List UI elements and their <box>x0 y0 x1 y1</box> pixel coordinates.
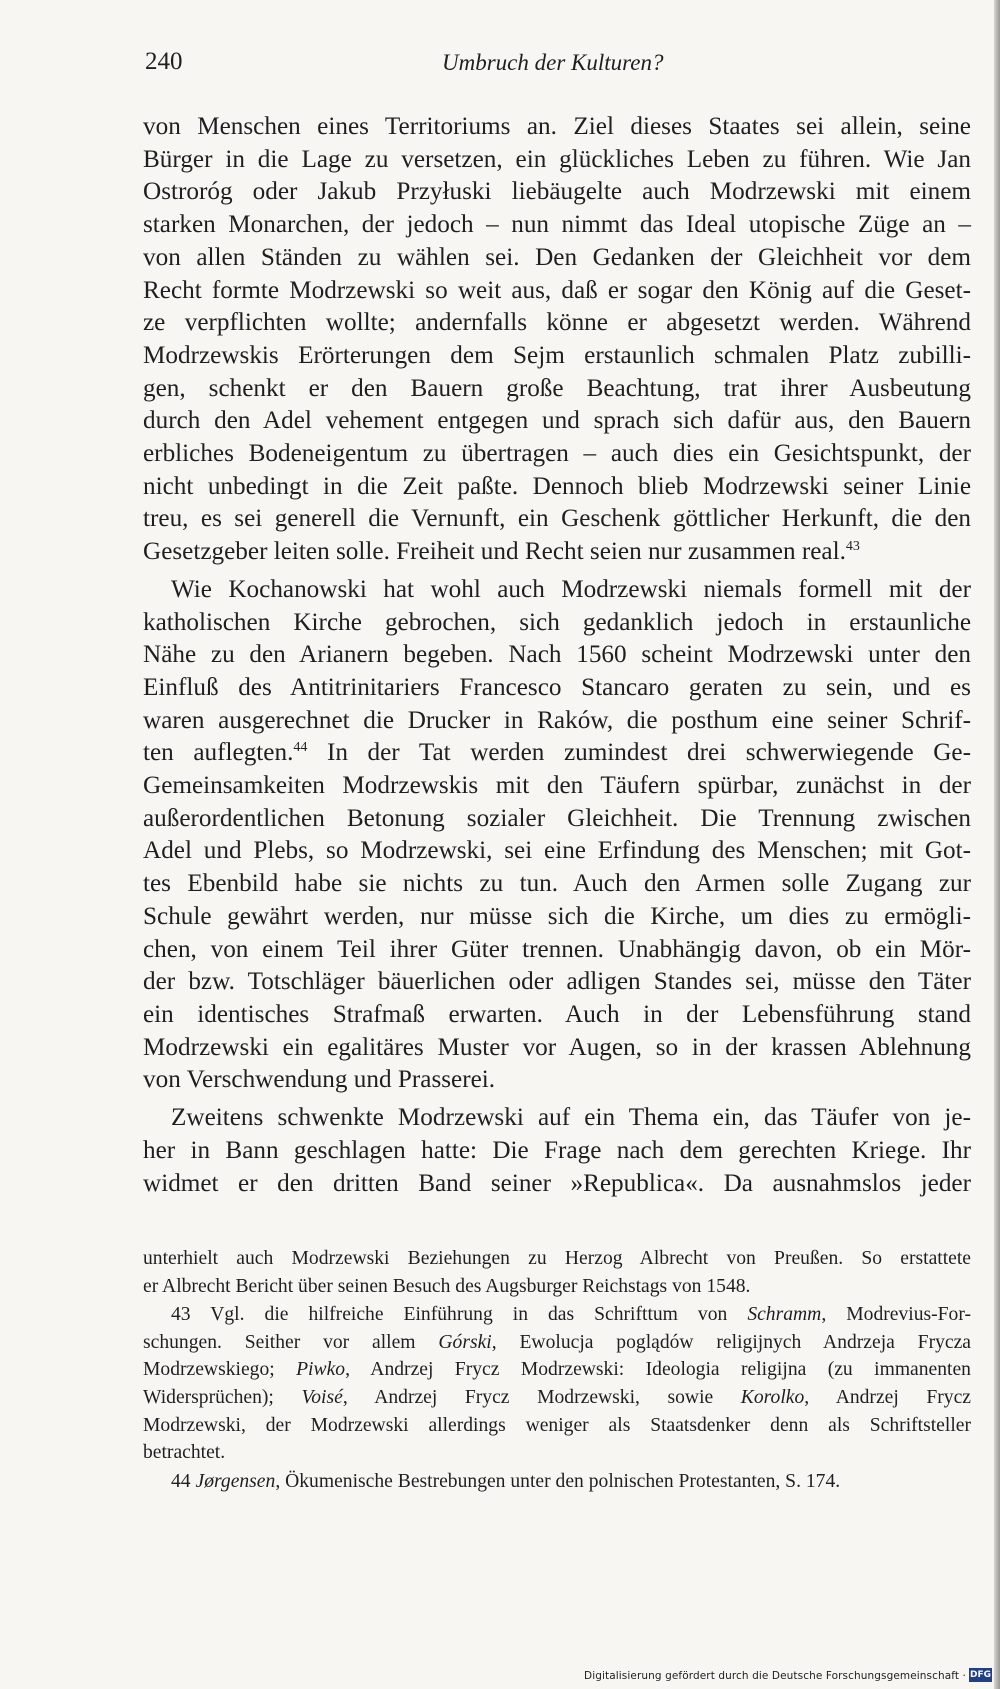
text-line: Nähe zu den Arianern begeben. Nach 1560 scheint Modrzewski unter den <box>143 641 971 669</box>
text-span: Modrzewskiego; <box>143 1359 297 1381</box>
text-line: Einfluß des Antitrinitariers Francesco Stancaro geraten zu sein, und es <box>143 673 971 701</box>
text-line: Wie Kochanowski hat wohl auch Modrzewski niemals formell mit der <box>171 575 971 603</box>
text-span: Gesetzgeber leiten solle. Freiheit und Recht seien nur zusammen real. <box>143 538 846 566</box>
text-line: von Menschen eines Territoriums an. Ziel dieses Staates sei allein, seine <box>143 113 971 140</box>
text-line: Bürger in die Lage zu versetzen, ein glückliches Leben zu führen. Wie Jan <box>143 145 971 173</box>
footnote-ref-44[interactable]: 44 <box>293 740 308 756</box>
text-span: schungen. Seither vor allem <box>143 1331 439 1353</box>
footnote-line: betrachtet. <box>143 1442 226 1464</box>
text-span: , Ökumenische Bestrebungen unter den polnischen Protestanten, S. 174. <box>275 1470 841 1492</box>
page-edge <box>994 0 1000 1689</box>
footnote-ref-43[interactable]: 43 <box>845 539 860 555</box>
text-line: ein identisches Strafmaß erwarten. Auch in der Lebensführung stand <box>143 1000 971 1028</box>
text-line: starken Monarchen, der jedoch – nun nimmt das Ideal utopische Züge an – <box>143 211 971 239</box>
footnote-line <box>143 1329 971 1357</box>
footnote-line: Modrzewski, der Modrzewski allerdings weniger als Staatsdenker denn als Schriftsteller <box>143 1414 971 1436</box>
text-line: Modrzewskis Erörterungen dem Sejm erstaunlich schmalen Platz zubilli- <box>143 341 971 369</box>
running-head: Umbruch der Kulturen? <box>442 50 664 75</box>
text-line: Recht formte Modrzewski so weit aus, daß er sogar den König auf die Geset- <box>143 276 971 304</box>
author-name: Jørgensen <box>195 1470 276 1492</box>
footnote-line: unterhielt auch Modrzewski Beziehungen zu Herzog Albrecht von Preußen. So erstattete <box>143 1248 971 1269</box>
text-span: , Ewolucja poglądów religijnych Andrzeja Frycza <box>491 1331 971 1353</box>
text-line: Modrzewski ein egalitäres Muster vor Augen, so in der krassen Ablehnung <box>143 1033 971 1061</box>
text-line <box>143 536 971 569</box>
text-line: chen, von einem Teil ihrer Güter trennen. Unabhängig davon, ob ein Mör- <box>143 935 971 963</box>
body-text <box>143 111 971 1200</box>
text-line: widmet er den dritten Band seiner »Republica«. Da ausnahmslos jeder <box>143 1169 971 1197</box>
text-line <box>143 737 971 770</box>
text-span: , Andrzej Frycz Modrzewski, sowie <box>342 1386 741 1408</box>
text-line: außerordentlichen Betonung sozialer Gleichheit. Die Trennung zwischen <box>143 804 971 832</box>
text-span: , Andrzej Frycz Modrzewski: Ideologia religijna (zu immanenten <box>345 1359 971 1381</box>
text-line: tes Ebenbild habe sie nichts zu tun. Auch den Armen solle Zugang zur <box>143 870 971 898</box>
text-line: von allen Ständen zu wählen sei. Den Gedanken der Gleichheit vor dem <box>143 243 971 271</box>
text-span: ten auflegten. <box>143 739 294 767</box>
text-line: Schule gewährt werden, nur müsse sich die Kirche, um dies zu ermögli- <box>143 902 971 930</box>
text-line: Adel und Plebs, so Modrzewski, sei eine Erfindung des Menschen; mit Got- <box>143 837 971 865</box>
paragraph-3 <box>143 1102 971 1200</box>
text-line: durch den Adel vehement entgegen und sprach sich dafür aus, den Bauern <box>143 407 971 435</box>
paragraph-1 <box>143 111 971 569</box>
footnote-number: 44 <box>171 1470 191 1492</box>
page-number: 240 <box>145 48 183 75</box>
text-line: erbliches Bodeneigentum zu übertragen – auch dies ein Gesichtspunkt, der <box>143 440 971 468</box>
author-name: Voisé <box>301 1386 343 1408</box>
footnote-line: er Albrecht Bericht über seinen Besuch des Augsburger Reichstags von 1548. <box>143 1275 751 1297</box>
footnote-44 <box>143 1468 971 1496</box>
text-span: Widersprüchen); <box>143 1386 302 1408</box>
page-header <box>145 48 963 84</box>
text-line: der bzw. Totschläger bäuerlichen oder adligen Standes sei, müsse den Täter <box>143 968 971 996</box>
text-line: waren ausgerechnet die Drucker in Raków, die posthum eine seiner Schrif- <box>143 706 971 734</box>
text-span: In der Tat werden zumindest drei schwerwiegende Ge- <box>307 739 971 767</box>
footnotes <box>143 1245 971 1495</box>
footnote-line <box>143 1468 971 1496</box>
text-line: ze verpflichten wollte; andernfalls könne er abgesetzt werden. Während <box>143 309 971 337</box>
footnote-43 <box>143 1301 971 1467</box>
text-line: Zweitens schwenkte Modrzewski auf ein Thema ein, das Täufer von je- <box>171 1104 971 1132</box>
paragraph-2 <box>143 574 971 1097</box>
author-name: Piwko <box>296 1359 346 1381</box>
author-name: Korolko <box>740 1386 805 1408</box>
digitization-credit: Digitalisierung gefördert durch die Deutsche Forschungsgemeinschaft · <box>584 1670 966 1682</box>
dfg-logo: DFG <box>969 1670 991 1680</box>
text-line: nicht unbedingt in die Zeit paßte. Dennoch blieb Modrzewski seiner Linie <box>143 472 971 500</box>
footnote-number: 43 <box>171 1304 191 1326</box>
footnote-continuation <box>143 1245 971 1300</box>
author-name: Schramm <box>747 1304 822 1326</box>
text-line: her in Bann geschlagen hatte: Die Frage nach dem gerechten Kriege. Ihr <box>143 1136 971 1164</box>
footnote-line <box>143 1356 971 1384</box>
text-line: gen, schenkt er den Bauern große Beachtung, trat ihrer Ausbeutung <box>143 374 971 402</box>
footnote-line <box>143 1301 971 1329</box>
text-line: Ostroróg oder Jakub Przyłuski liebäugelte auch Modrzewski mit einem <box>143 178 971 206</box>
text-span: , Andrzej Frycz <box>804 1386 971 1408</box>
text-line: von Verschwendung und Prasserei. <box>143 1066 496 1094</box>
text-span: , Modrevius-For- <box>821 1304 971 1326</box>
text-line: treu, es sei generell die Vernunft, ein Geschenk göttlicher Herkunft, die den <box>143 505 971 533</box>
text-line: Gemeinsamkeiten Modrzewskis mit den Täufern spürbar, zunächst in der <box>143 772 971 800</box>
text-line: katholischen Kirche gebrochen, sich gedanklich jedoch in erstaunliche <box>143 608 971 636</box>
footnote-line <box>143 1384 971 1412</box>
text-span: Vgl. die hilfreiche Einführung in das Schrifttum von <box>190 1304 748 1326</box>
author-name: Górski <box>438 1331 492 1353</box>
